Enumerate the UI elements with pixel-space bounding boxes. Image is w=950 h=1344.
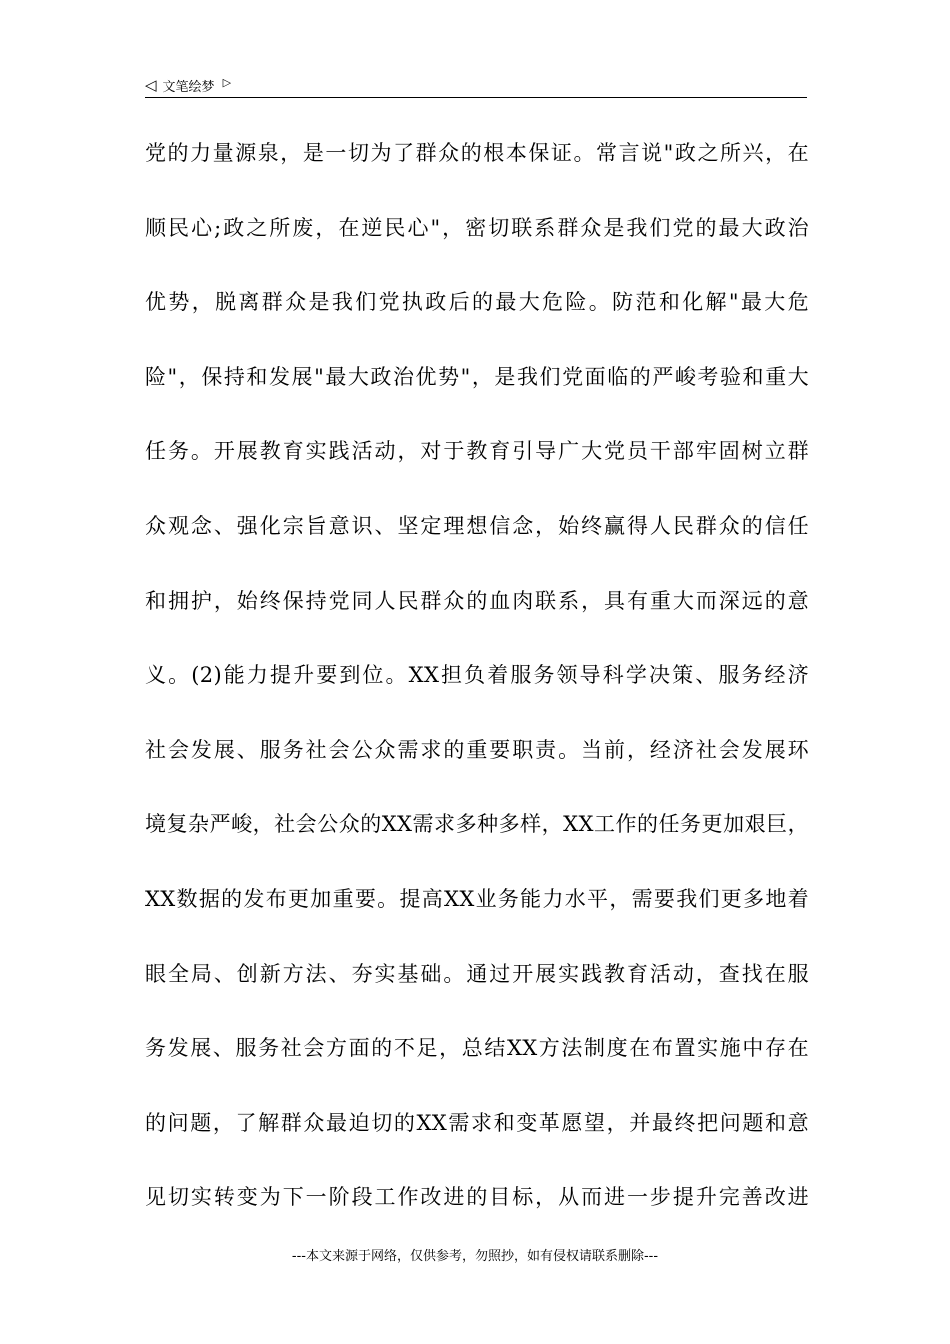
body-line: 党的力量源泉，是一切为了群众的根本保证。常言说"政之所兴，在 xyxy=(145,141,809,165)
triangle-right-icon: ▷ xyxy=(222,75,232,89)
body-line: 优势，脱离群众是我们党执政后的最大危险。防范和化解"最大危 xyxy=(145,290,809,315)
body-line: 任务。开展教育实践活动，对于教育引导广大党员干部牢固树立群 xyxy=(145,439,809,464)
page-header xyxy=(145,74,807,96)
body-line: 的问题，了解群众最迫切的XX需求和变革愿望，并最终把问题和意 xyxy=(145,1110,809,1135)
header-title: 文笔绘梦 xyxy=(162,79,215,95)
footer-disclaimer: ---本文来源于网络，仅供参考，勿照抄，如有侵权请联系删除--- xyxy=(291,1249,659,1264)
body-line: 顺民心;政之所废，在逆民心"，密切联系群众是我们党的最大政治 xyxy=(145,215,809,240)
body-line: 务发展、服务社会方面的不足，总结XX方法制度在布置实施中存在 xyxy=(145,1036,809,1061)
body-line: 和拥护，始终保持党同人民群众的血肉联系，具有重大而深远的意 xyxy=(145,588,809,613)
body-line: 险"，保持和发展"最大政治优势"，是我们党面临的严峻考验和重大 xyxy=(145,364,809,389)
body-line: XX数据的发布更加重要。提高XX业务能力水平，需要我们更多地着 xyxy=(145,886,809,911)
header-divider xyxy=(145,97,807,98)
document-body xyxy=(145,129,809,1248)
body-line: 社会发展、服务社会公众需求的重要职责。当前，经济社会发展环 xyxy=(145,737,809,762)
body-line: 见切实转变为下一阶段工作改进的目标，从而进一步提升完善改进 xyxy=(145,1185,809,1210)
body-line: 境复杂严峻，社会公众的XX需求多种多样，XX工作的任务更加艰巨， xyxy=(145,812,809,837)
triangle-left-icon: ◁ xyxy=(145,75,157,94)
body-line: 众观念、强化宗旨意识、坚定理想信念，始终赢得人民群众的信任 xyxy=(145,513,809,538)
body-line: 义。(2)能力提升要到位。XX担负着服务领导科学决策、服务经济 xyxy=(145,663,809,688)
body-line: 眼全局、创新方法、夯实基础。通过开展实践教育活动，查找在服 xyxy=(145,961,809,986)
